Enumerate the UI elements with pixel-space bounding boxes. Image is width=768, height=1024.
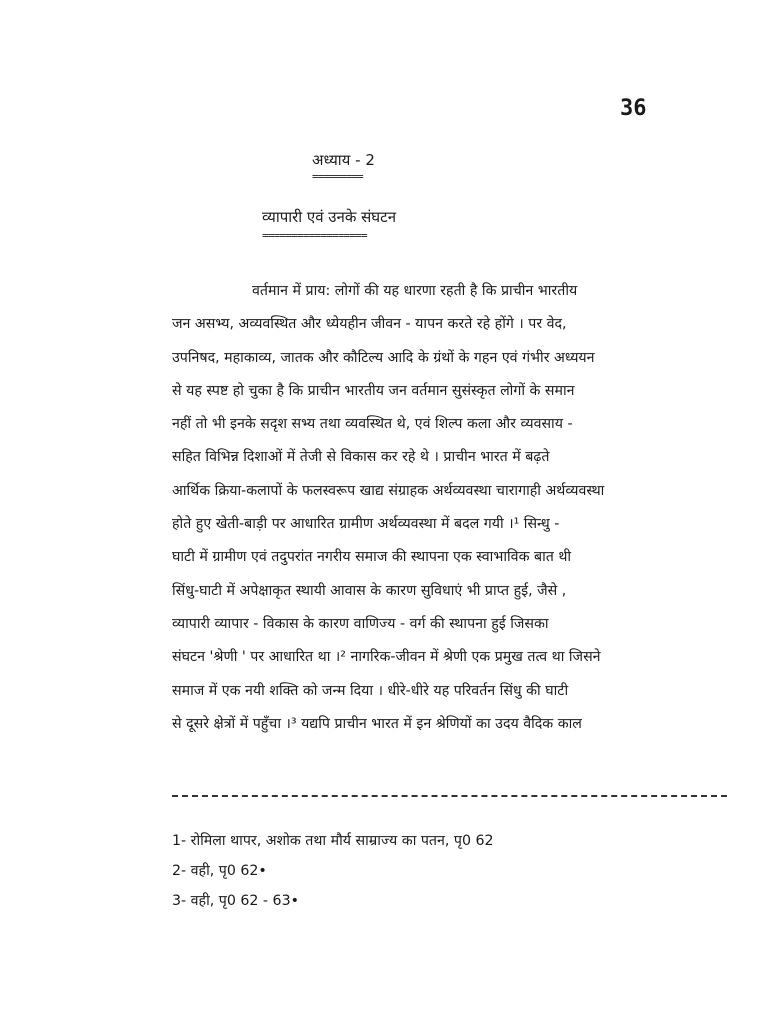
body-line: वर्तमान में प्राय: लोगों की यह धारणा रहती है कि प्राचीन भारतीय: [252, 283, 578, 299]
chapter-label-underline: =========: [312, 170, 363, 183]
body-line: आर्थिक क्रिया-कलापों के फलस्वरूप खाद्य संग्राहक अर्थव्यवस्था चारागाही अर्थव्यवस्था: [172, 482, 605, 499]
body-line: समाज में एक नयी शक्ति को जन्म दिया । धीरे-धीरे यह परिवर्तन सिंधु की घाटी: [172, 682, 569, 699]
footnotes: [172, 826, 494, 916]
chapter-label: अध्याय - 2: [312, 151, 375, 169]
body-line: नहीं तो भी इनके सदृश सभ्य तथा व्यवस्थित थे, एवं शिल्प कला और व्यवसाय -: [172, 416, 573, 433]
body-line: घाटी में ग्रामीण एवं तदुपरांत नगरीय समाज की स्थापना एक स्वाभाविक बात थी: [172, 549, 572, 566]
body-text: [172, 275, 734, 741]
body-line: जन असभ्य, अव्यवस्थित और ध्येयहीन जीवन - यापन करते रहे होंगे । पर वेद,: [172, 316, 567, 333]
chapter-title-underline: ==================: [262, 229, 367, 242]
footnote-1: 1- रोमिला थापर, अशोक तथा मौर्य साम्राज्य का पतन, पृ0 62: [172, 833, 494, 849]
footnote-2: 2- वही, पृ0 62•: [172, 863, 267, 879]
body-line: होते हुए खेती-बाड़ी पर आधारित ग्रामीण अर्थव्यवस्था में बदल गयी ।¹ सिन्धु -: [172, 516, 560, 533]
page-number: 36: [620, 96, 647, 121]
body-line: से दूसरे क्षेत्रों में पहुँचा ।³ यद्यपि प्राचीन भारत में इन श्रेणियों का उदय वैदिक काल: [172, 715, 582, 732]
body-line: व्यापारी व्यापार - विकास के कारण वाणिज्य - वर्ग की स्थापना हुई जिसका: [172, 615, 549, 632]
body-line: सिंधु-घाटी में अपेक्षाकृत स्थायी आवास के कारण सुविधाएं भी प्राप्त हुई, जैसे ,: [172, 582, 567, 599]
footnote-separator: [172, 795, 727, 797]
footnote-3: 3- वही, पृ0 62 - 63•: [172, 893, 299, 909]
body-line: संघटन 'श्रेणी ' पर आधारित था ।² नागरिक-जीवन में श्रेणी एक प्रमुख तत्व था जिसने: [172, 649, 601, 666]
body-line: सहित विभिन्न दिशाओं में तेजी से विकास कर रहे थे । प्राचीन भारत में बढ़ते: [172, 449, 550, 466]
chapter-title: व्यापारी एवं उनके संघटन: [262, 208, 397, 226]
body-line: उपनिषद, महाकाव्य, जातक और कौटिल्य आदि के ग्रंथों के गहन एवं गंभीर अध्ययन: [172, 349, 595, 366]
body-line: से यह स्पष्ट हो चुका है कि प्राचीन भारतीय जन वर्तमान सुसंस्कृत लोगों के समान: [172, 382, 575, 399]
